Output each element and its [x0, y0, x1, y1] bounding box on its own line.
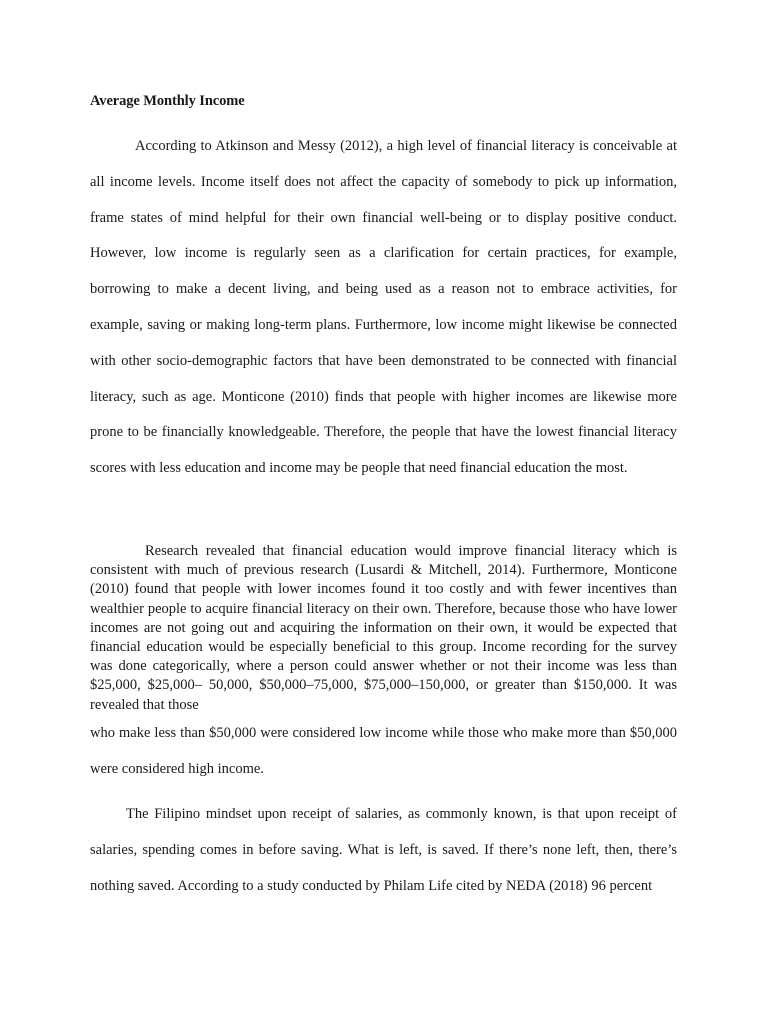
document-page: [90, 0, 677, 1024]
paragraph-research-revealed: Research revealed that financial education would improve financial literacy which is consistent with much of previous research (Lusardi & Mitchell, 2014). Furthermore, Monticone (2010) found that people with lower incomes found it too costly and with fewer incentives than wealthier people to acquire financial literacy on their own. Therefore, because those who have lower incomes are not going out and acquiring the information on their own, it would be expected that financial education would be especially beneficial to this group. Income recording for the survey was done categorically, where a person could answer whether or not their income was less than $25,000, $25,000– 50,000, $50,000–75,000, $75,000–150,000, or greater than $150,000. It was revealed that those: [90, 543, 677, 713]
paragraph-income-threshold: who make less than $50,000 were considered low income while those who make more than $50,000 were considered high income.: [90, 725, 677, 777]
paragraph-atkinson-messy: According to Atkinson and Messy (2012), a high level of financial literacy is conceivable at all income levels. Income itself does not affect the capacity of somebody to pick up information, frame states of mind helpful for their own financial well-being or to display positive conduct. However, low income is regularly seen as a clarification for certain practices, for example, borrowing to make a decent living, and being used as a reason not to embrace activities, for example, saving or making long-term plans. Furthermore, low income might likewise be connected with other socio-demographic factors that have been demonstrated to be connected with financial literacy, such as age. Monticone (2010) finds that people with higher incomes are likewise more prone to be financially knowledgeable. Therefore, the people that have the lowest financial literacy scores with less education and income may be people that need financial education the most.: [90, 138, 677, 477]
section-heading: Average Monthly Income: [90, 93, 245, 109]
paragraph-filipino-mindset: The Filipino mindset upon receipt of salaries, as commonly known, is that upon receipt of salaries, spending comes in before saving. What is left, is saved. If there’s none left, then, there’s nothing saved. According to a study conducted by Philam Life cited by NEDA (2018) 96 percent: [90, 806, 677, 894]
